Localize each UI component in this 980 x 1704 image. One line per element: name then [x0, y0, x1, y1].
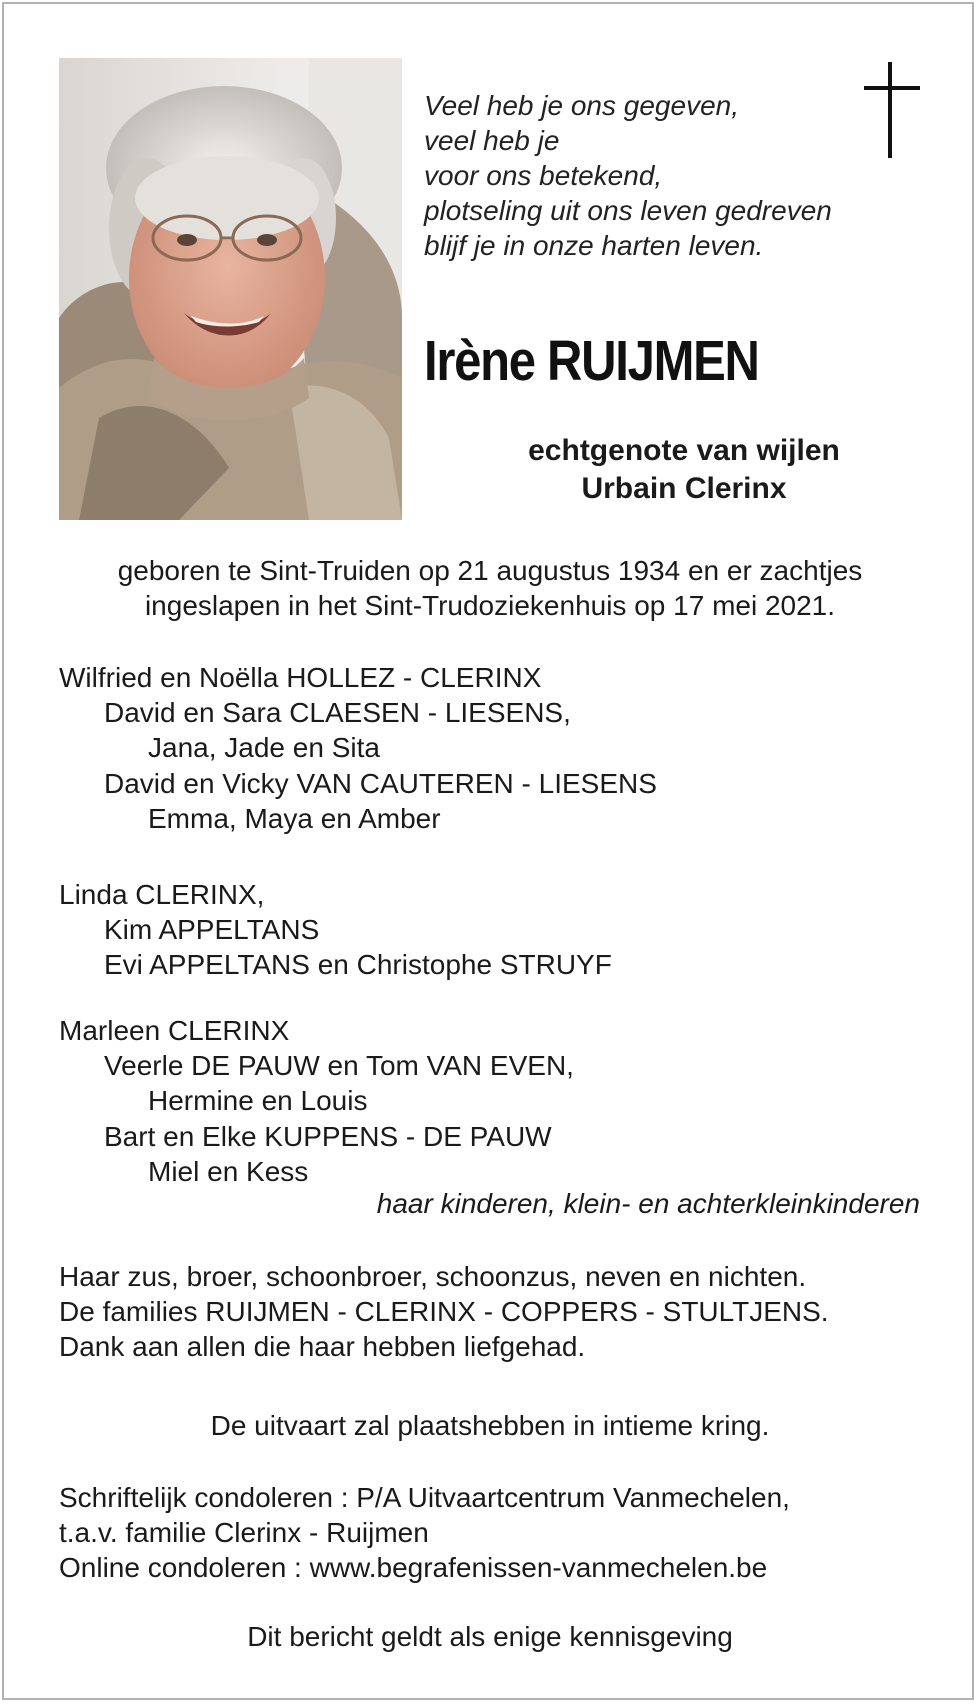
extended-family [59, 1259, 829, 1365]
poem-line: veel heb je [424, 125, 560, 156]
condolences-info [59, 1480, 790, 1586]
condolence-line: t.a.v. familie Clerinx - Ruijmen [59, 1517, 429, 1549]
condolence-line: Schriftelijk condoleren : P/A Uitvaartcentrum Vanmechelen, [59, 1482, 790, 1513]
relation-caption: haar kinderen, klein- en achterkleinkinderen [376, 1188, 920, 1219]
birth-death-info [40, 553, 940, 623]
spouse-block [424, 432, 944, 508]
family-member: Bart en Elke KUPPENS - DE PAUW [104, 1120, 552, 1152]
family-member: Marleen CLERINX [59, 1015, 290, 1046]
death-line: ingeslapen in het Sint-Trudoziekenhuis op 17 mei 2021. [144, 590, 836, 621]
poem [424, 88, 884, 263]
poem-line: blijf je in onze harten leven. [424, 230, 764, 261]
family-member: Emma, Maya en Amber [148, 802, 441, 834]
birth-line: geboren te Sint-Truiden op 21 augustus 1934 en er zachtjes [117, 555, 863, 586]
poem-line: plotseling uit ons leven gedreven [424, 195, 832, 226]
family-member: Veerle DE PAUW en Tom VAN EVEN, [104, 1050, 574, 1082]
poem-line: voor ons betekend, [424, 160, 663, 191]
notice-footer: Dit bericht geldt als enige kennisgeving [247, 1621, 733, 1652]
condolence-website: Online condoleren : www.begrafenissen-vanmechelen.be [59, 1552, 768, 1584]
family-member: Kim APPELTANS [104, 914, 320, 946]
deceased-name: Irène RUIJMEN [424, 329, 759, 393]
family-group-3 [59, 1013, 574, 1189]
family-member: David en Sara CLAESEN - LIESENS, [104, 697, 571, 729]
family-member: Hermine en Louis [148, 1085, 368, 1117]
funeral-info: De uitvaart zal plaatshebben in intieme kring. [210, 1410, 770, 1441]
extended-family-line: De families RUIJMEN - CLERINX - COPPERS - STULTJENS. [59, 1296, 829, 1328]
family-member: Wilfried en Noëlla HOLLEZ - CLERINX [59, 662, 542, 693]
family-group-1 [59, 660, 657, 836]
family-member: Evi APPELTANS en Christophe STRUYF [104, 949, 612, 981]
family-member: Jana, Jade en Sita [148, 732, 380, 764]
extended-family-line: Haar zus, broer, schoonbroer, schoonzus, neven en nichten. [59, 1261, 807, 1292]
portrait-photo [59, 58, 402, 520]
poem-line: Veel heb je ons gegeven, [424, 90, 739, 121]
spouse-relation: echtgenote van wijlen [528, 434, 840, 467]
family-group-2 [59, 877, 612, 983]
extended-family-line: Dank aan allen die haar hebben liefgehad. [59, 1331, 586, 1363]
family-member: Miel en Kess [148, 1155, 309, 1187]
family-member: David en Vicky VAN CAUTEREN - LIESENS [104, 767, 657, 799]
family-member: Linda CLERINX, [59, 879, 265, 910]
spouse-name: Urbain Clerinx [581, 472, 787, 505]
